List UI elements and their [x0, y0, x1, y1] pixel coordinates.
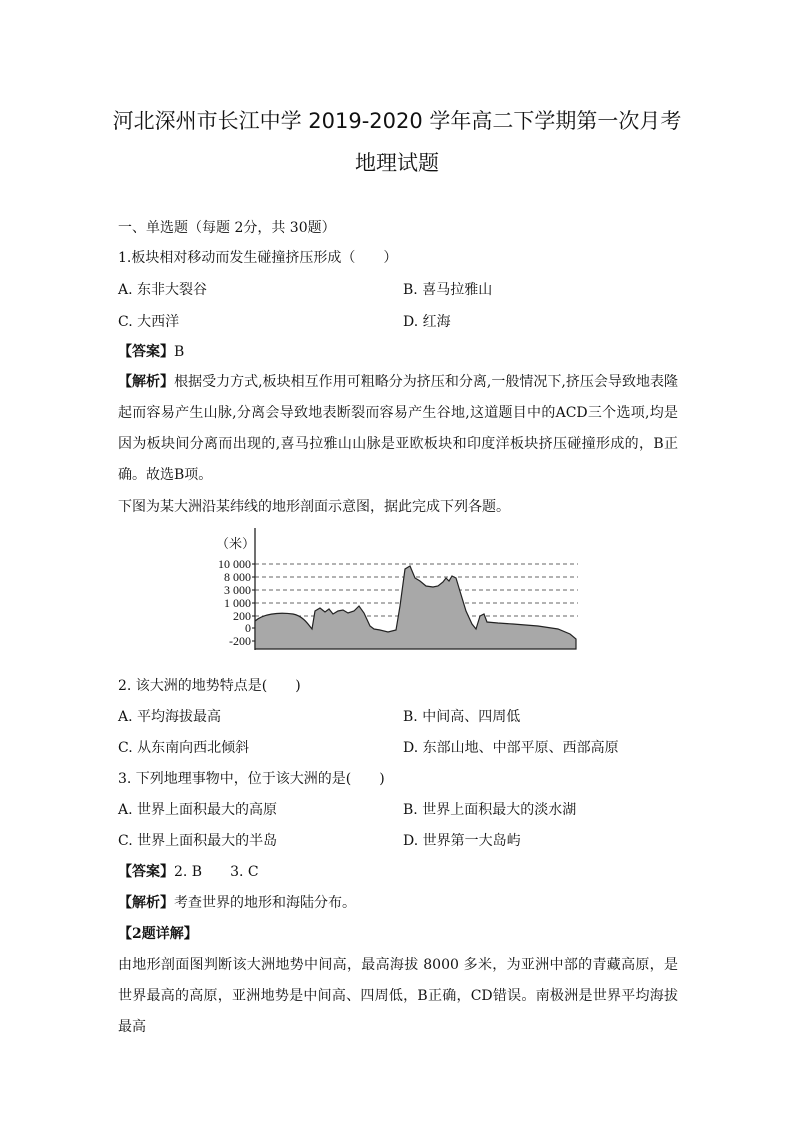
- q1-option-d: D. 红海: [403, 314, 451, 330]
- q3-option-a: A. 世界上面积最大的高原: [118, 802, 278, 818]
- analysis-tag: 【解析】: [118, 895, 174, 911]
- q2-q3-analysis: [118, 893, 356, 913]
- q3-option-b: B. 世界上面积最大的淡水湖: [403, 802, 577, 818]
- doc-subtitle: 地理试题: [355, 151, 439, 175]
- q2-detail-heading: 【2题详解】: [118, 926, 198, 942]
- tick-label: 8 000: [224, 570, 251, 584]
- analysis-tag: 【解析】: [118, 374, 175, 390]
- figure-intro: 下图为某大洲沿某纬线的地形剖面示意图，据此完成下列各题。: [118, 499, 510, 515]
- doc-title: 河北深州市长江中学 2019-2020 学年高二下学期第一次月考: [112, 109, 682, 133]
- q2-option-d: D. 东部山地、中部平原、西部高原: [403, 740, 619, 756]
- answer-value: B: [174, 344, 185, 360]
- tick-label: -200: [229, 634, 251, 648]
- analysis-text: 根据受力方式,板块相互作用可粗略分为挤压和分离,一般情况下,挤压会导致地表隆起而容易产生山脉,分离会导致地表断裂而容易产生谷地,这道题目中的ACD三个选项,均是因为板块间分离而出现的,喜马拉雅山山脉是亚欧板块和印度洋板块挤压碰撞形成的，B正确。故选B项。: [118, 374, 678, 483]
- q2-q3-answer: [118, 862, 259, 882]
- answer-tag: 【答案】: [118, 344, 174, 360]
- tick-label: 1 000: [224, 596, 251, 610]
- q2-detail-text: 由地形剖面图判断该大洲地势中间高，最高海拔 8000 多米，为亚洲中部的青藏高原，是世界最高的高原，亚洲地势是中间高、四周低，B正确，CD错误。南极洲是世界平均海拔最高: [118, 957, 678, 1035]
- answer-tag: 【答案】: [118, 864, 174, 880]
- section-heading: 一、单选题（每题 2分，共 30题）: [118, 220, 336, 236]
- terrain-profile-figure: [198, 526, 588, 654]
- q2-option-c: C. 从东南向西北倾斜: [118, 740, 250, 756]
- tick-label: 3 000: [224, 583, 251, 597]
- q3-option-d: D. 世界第一大岛屿: [403, 833, 521, 849]
- answer-value: 2. B 3. C: [174, 864, 259, 880]
- analysis-text: 考查世界的地形和海陆分布。: [174, 895, 356, 911]
- q2-stem: 2. 该大洲的地势特点是( ): [118, 678, 301, 694]
- terrain-profile-area: [255, 566, 576, 649]
- q3-option-c: C. 世界上面积最大的半岛: [118, 833, 278, 849]
- q1-answer: [118, 342, 184, 362]
- tick-label: 0: [245, 621, 251, 635]
- q3-stem: 3. 下列地理事物中，位于该大洲的是( ): [118, 771, 385, 787]
- q1-analysis: [118, 367, 678, 491]
- tick-label: 200: [233, 609, 251, 623]
- q2-option-a: A. 平均海拔最高: [118, 709, 222, 725]
- q1-option-b: B. 喜马拉雅山: [403, 282, 493, 298]
- figure-unit: （米）: [216, 536, 256, 551]
- q1-option-c: C. 大西洋: [118, 314, 180, 330]
- q1-option-a: A. 东非大裂谷: [118, 282, 208, 298]
- q1-stem: 1.板块相对移动而发生碰撞挤压形成（ ）: [118, 250, 398, 266]
- tick-label: 10 000: [218, 557, 251, 571]
- q2-option-b: B. 中间高、四周低: [403, 709, 521, 725]
